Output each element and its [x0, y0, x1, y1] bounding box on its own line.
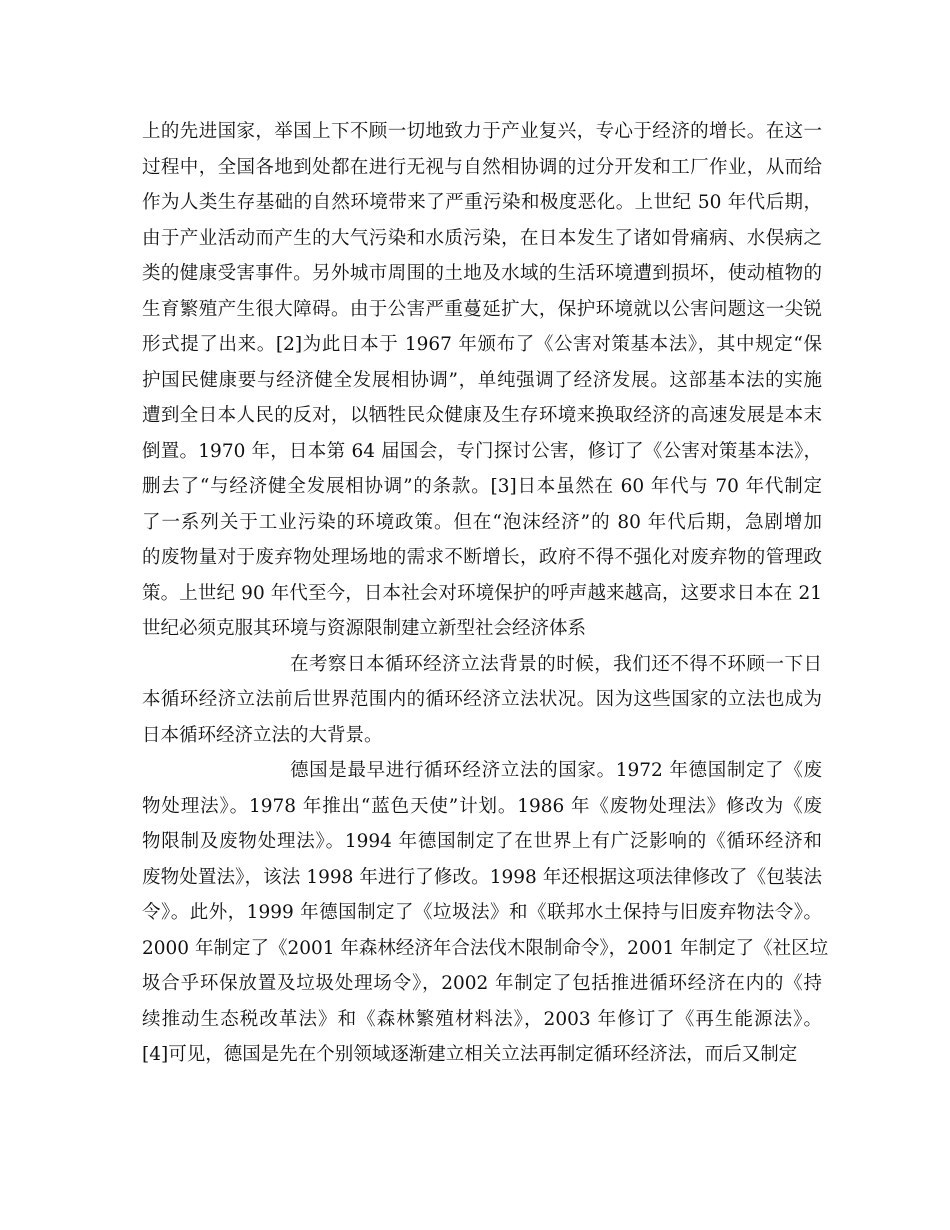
paragraph: [142, 647, 822, 754]
text-line: 本循环经济立法前后世界范围内的循环经济立法状况。因为这些国家的立法也成为: [142, 689, 822, 710]
text-line: 生育繁殖产生很大障碍。由于公害严重蔓延扩大，保护环境就以公害问题这一尖锐: [142, 298, 822, 320]
text-line: [4]可见，德国是先在个别领域逐渐建立相关立法再制定循环经济法，而后又制定: [142, 1044, 798, 1065]
text-line: 日本循环经济立法的大背景。: [142, 724, 383, 746]
text-line: 形式提了出来。[2]为此日本于 1967 年颁布了《公害对策基本法》，其中规定“保: [142, 334, 822, 355]
text-line: 在考察日本循环经济立法背景的时候，我们还不得不环顾一下日: [290, 653, 822, 675]
text-line: 护国民健康要与经济健全发展相协调”，单纯强调了经济发展。这部基本法的实施: [142, 369, 822, 391]
text-line: 2000 年制定了《2001 年森林经济年合法伐木限制命令》，2001 年制定了《社区垃: [142, 937, 829, 959]
text-line: 德国是最早进行循环经济立法的国家。1972 年德国制定了《废: [290, 760, 822, 781]
text-line: 物处理法》。1978 年推出“蓝色天使”计划。1986 年《废物处理法》修改为《废: [142, 795, 822, 817]
text-line: 删去了“与经济健全发展相协调”的条款。[3]日本虽然在 60 年代与 70 年代制定: [142, 476, 822, 497]
text-line: 策。上世纪 90 年代至今，日本社会对环境保护的呼声越来越高，这要求日本在 21: [142, 582, 822, 604]
text-line: 令》。此外，1999 年德国制定了《垃圾法》和《联邦水土保持与旧废弃物法令》。: [142, 902, 822, 923]
text-line: 过程中，全国各地到处都在进行无视与自然相协调的过分开发和工厂作业，从而给: [142, 156, 822, 178]
paragraph: [142, 753, 829, 1073]
text-line: 圾合乎环保放置及垃圾处理场令》，2002 年制定了包括推进循环经济在内的《持: [142, 973, 822, 994]
text-line: 的废物量对于废弃物处理场地的需求不断增长，政府不得不强化对废弃物的管理政: [142, 547, 822, 568]
text-line: 世纪必须克服其环境与资源限制建立新型社会经济体系: [142, 618, 587, 639]
text-line: 遭到全日本人民的反对，以牺牲民众健康及生存环境来换取经济的高速发展是本末: [142, 405, 822, 426]
text-line: 物限制及废物处理法》。1994 年德国制定了在世界上有广泛影响的《循环经济和: [142, 831, 822, 852]
text-line: 上的先进国家，举国上下不顾一切地致力于产业复兴，专心于经济的增长。在这一: [142, 121, 822, 142]
text-line: 作为人类生存基础的自然环境带来了严重污染和极度恶化。上世纪 50 年代后期，: [142, 192, 822, 213]
text-line: 倒置。1970 年，日本第 64 届国会，专门探讨公害，修订了《公害对策基本法》，: [142, 440, 822, 462]
text-line: 由于产业活动而产生的大气污染和水质污染，在日本发生了诸如骨痛病、水俣病之: [142, 227, 822, 249]
text-line: 了一系列关于工业污染的环境政策。但在“泡沫经济”的 80 年代后期，急剧增加: [142, 511, 822, 533]
text-line: 续推动生态税改革法》和《森林繁殖材料法》，2003 年修订了《再生能源法》。: [142, 1008, 822, 1030]
paragraph: [142, 114, 822, 647]
text-line: 类的健康受害事件。另外城市周围的土地及水域的生活环境遭到损坏，使动植物的: [142, 263, 822, 284]
body-text: [142, 114, 829, 1073]
text-line: 废物处置法》，该法 1998 年进行了修改。1998 年还根据这项法律修改了《包装法: [142, 866, 822, 888]
